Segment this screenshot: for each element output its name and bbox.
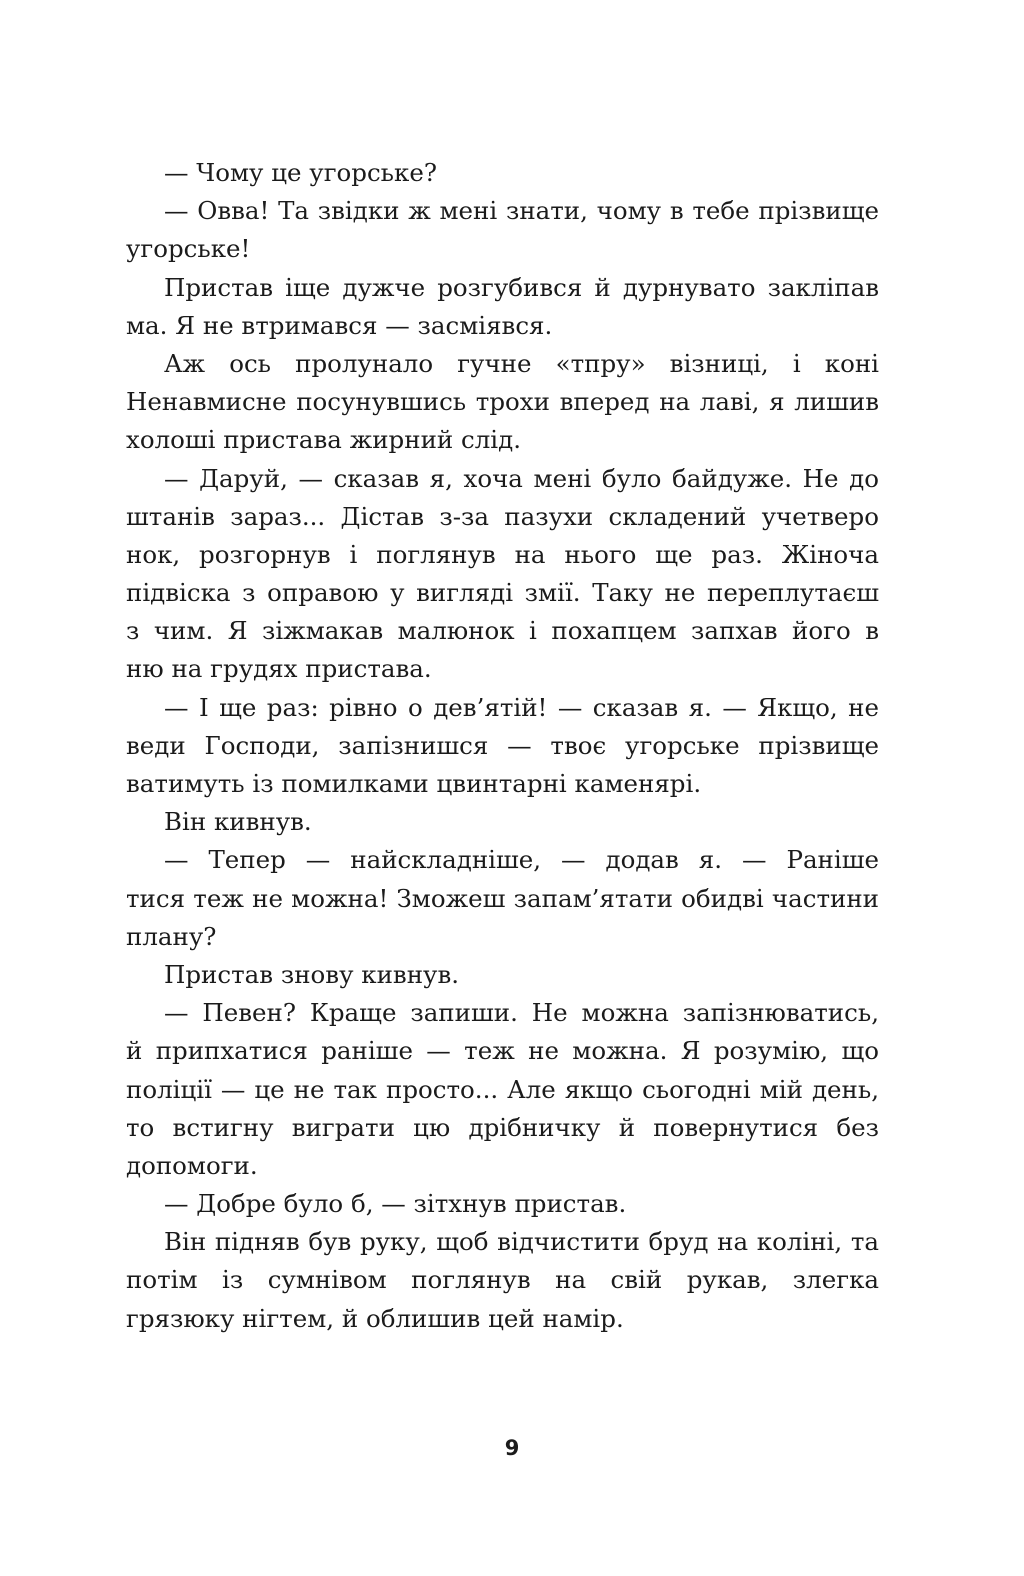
text-line: ма. Я не втримався — засміявся. (126, 310, 553, 340)
text-line: — Чому це угорське? (164, 158, 437, 187)
text-line: поліції — це не так просто... Але якщо сьогодні мій день, (126, 1074, 879, 1104)
text-line: угорське! (126, 234, 251, 264)
text-line: й припхатися раніше — теж не можна. Я розумію, що (126, 1036, 879, 1066)
text-line: Пристав іще дужче розгубився й дурнувато закліпав (164, 272, 879, 302)
text-line: веди Господи, запізнишся — твоє угорське прізвище (126, 730, 879, 760)
text-line: — Тепер — найскладніше, — додав я. — Раніше (164, 845, 879, 875)
text-line: ватимуть із помилками цвинтарні каменярі. (126, 769, 702, 798)
text-line: нок, розгорнув і поглянув на нього ще раз. Жіноча (126, 539, 879, 569)
page-number: 9 (504, 1436, 520, 1460)
text-line: — Певен? Краще запиши. Не можна запізнюватись, (164, 998, 879, 1028)
text-line: підвіска з оправою у вигляді змії. Таку не переплутаєш (126, 578, 879, 608)
text-line: Аж ось пролунало гучне «тпру» візниці, і коні (164, 348, 879, 378)
text-line: плану? (126, 921, 217, 951)
text-line: Він кивнув. (164, 807, 312, 837)
text-line: — І ще раз: рівно о дев’ятій! — сказав я. — Якщо, не (164, 692, 879, 722)
text-line: — Даруй, — сказав я, хоча мені було байдуже. Не до (164, 463, 879, 493)
text-line: тися теж не можна! Зможеш запам’ятати обидві частини (126, 883, 879, 913)
text-line: потім із сумнівом поглянув на свій рукав, злегка (126, 1265, 879, 1295)
text-line: ню на грудях пристава. (126, 654, 432, 684)
text-line: — Добре було б, — зітхнув пристав. (164, 1189, 627, 1219)
text-line: холоші пристава жирний слід. (126, 425, 522, 455)
text-line: Ненавмисне посунувшись трохи вперед на лаві, я лишив (126, 387, 879, 417)
text-line: з чим. Я зіжмакав малюнок і похапцем запхав його в (126, 616, 879, 646)
text-line: грязюку нігтем, й облишив цей намір. (126, 1303, 624, 1333)
body-text (126, 154, 879, 1338)
text-line: Він підняв був руку, щоб відчистити бруд на коліні, та (164, 1227, 879, 1257)
text-line: — Овва! Та звідки ж мені знати, чому в тебе прізвище (164, 196, 879, 226)
text-line: штанів зараз... Дістав з-за пазухи складений учетверо (126, 501, 879, 531)
text-line: допомоги. (126, 1150, 258, 1180)
text-line: Пристав знову кивнув. (164, 959, 460, 989)
text-line: то встигну виграти цю дрібничку й повернутися без (126, 1112, 879, 1142)
